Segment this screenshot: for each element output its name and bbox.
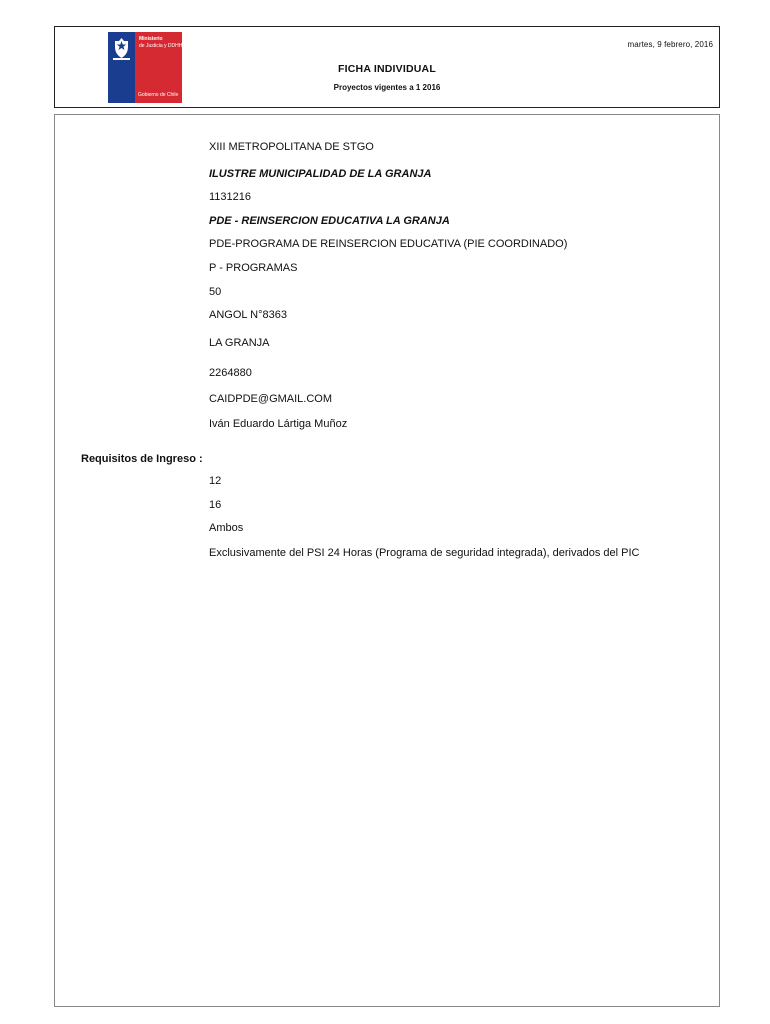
field-value: 50 xyxy=(209,286,222,298)
field-value: 2264880 xyxy=(209,367,252,379)
field-value: PDE-PROGRAMA DE REINSERCION EDUCATIVA (PIE COORDINADO) xyxy=(209,238,568,250)
logo-text-ministry: Ministerio xyxy=(139,36,163,42)
field-value: Ambos xyxy=(209,522,244,534)
field-value: XIII METROPOLITANA DE STGO xyxy=(209,141,374,153)
field-value: 16 xyxy=(209,499,222,511)
field-value: Exclusivamente del PSI 24 Horas (Programa de seguridad integrada), derivados del PIC xyxy=(209,547,640,559)
field-value: 12 xyxy=(209,475,222,487)
report-title: FICHA INDIVIDUAL xyxy=(338,63,436,75)
field-value: CAIDPDE@GMAIL.COM xyxy=(209,393,333,405)
field-value: ILUSTRE MUNICIPALIDAD DE LA GRANJA xyxy=(209,168,432,180)
field-value: ANGOL N°8363 xyxy=(209,309,287,321)
field-value: Iván Eduardo Lártiga Muñoz xyxy=(209,418,348,430)
field-value: P - PROGRAMAS xyxy=(209,262,298,274)
field-value: PDE - REINSERCION EDUCATIVA LA GRANJA xyxy=(209,215,450,227)
report-subtitle: Proyectos vigentes a 1 2016 xyxy=(333,83,441,92)
report-header xyxy=(54,26,720,108)
project-details xyxy=(54,114,720,1007)
field-value: LA GRANJA xyxy=(209,337,270,349)
logo-text-government: Gobierno de Chile xyxy=(138,92,179,98)
requirements-heading: Requisitos de Ingreso : xyxy=(81,453,203,465)
field-value: 1131216 xyxy=(209,191,252,203)
logo-text-department: de Justicia y DDHH xyxy=(139,43,183,49)
coat-of-arms-icon xyxy=(110,36,133,62)
report-date: martes, 9 febrero, 2016 xyxy=(627,40,713,49)
